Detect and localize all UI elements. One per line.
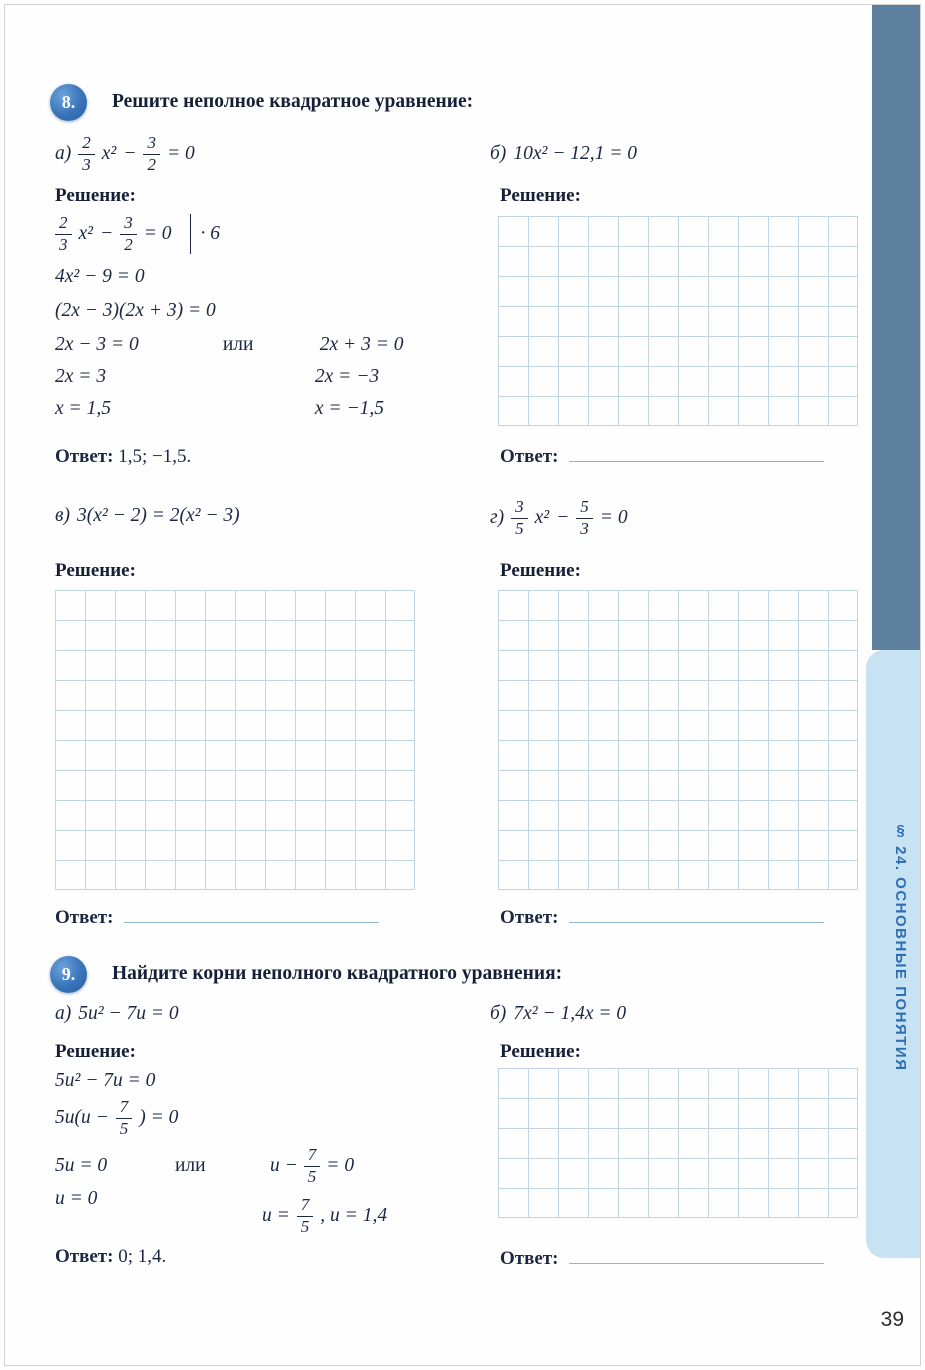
solution-8a-step-4: 2x − 3 = 0 или 2x + 3 = 0 (55, 334, 404, 355)
solution-9a-step-5: u = $\frac{7}{5}$ , u = 1,4 (262, 1195, 388, 1236)
fraction: $\frac{7}{5}$ (297, 1196, 314, 1236)
answer-blank-line (124, 918, 379, 923)
page-number: 39 (880, 1308, 904, 1331)
solution-8a-step-6: x = 1,5 x = −1,5 (55, 398, 384, 419)
task-8-title: Решите неполное квадратное уравнение: (112, 91, 474, 112)
solution-9a-step-2: 5u(u − $\frac{7}{5}$ ) = 0 (55, 1097, 179, 1138)
item-label-8b: б) (490, 143, 507, 164)
or-word: или (222, 334, 254, 355)
answer-9a: Ответ: 0; 1,4. (55, 1246, 167, 1267)
task-9-title: Найдите корни неполного квадратного уравнения: (112, 963, 563, 984)
fraction: $\frac{3}{5}$ (511, 498, 528, 538)
answer-blank-line (569, 457, 824, 462)
solution-8a-step-3: (2x − 3)(2x + 3) = 0 (55, 300, 216, 321)
solution-8a-step-5: 2x = 3 2x = −3 (55, 366, 380, 387)
fraction: $\frac{2}{3}$ (78, 134, 95, 174)
answer-9a-value: 0; 1,4. (118, 1246, 167, 1267)
equation-9b: б) 7x² − 1,4x = 0 (490, 1003, 627, 1024)
or-word: или (175, 1154, 206, 1176)
item-label-8v: в) (55, 505, 70, 526)
equation-8a: а) $\frac{2}{3}$ x² − $\frac{3}{2}$ = 0 (55, 133, 195, 174)
fraction: $\frac{2}{3}$ (55, 214, 72, 254)
solution-grid-8g (498, 590, 858, 890)
equation-8g: г) $\frac{3}{5}$ x² − $\frac{5}{3}$ = 0 (490, 497, 628, 538)
solution-label-8v: Решение: (55, 560, 136, 581)
equation-9a: а) 5u² − 7u = 0 (55, 1003, 179, 1024)
solution-label-8g: Решение: (500, 560, 581, 581)
solution-9a-step-4: u = 0 (55, 1188, 98, 1209)
answer-8a-value: 1,5; −1,5. (118, 446, 192, 467)
answer-8b: Ответ: (500, 446, 824, 468)
answer-blank-line (569, 1259, 824, 1264)
equation-8v: в) 3(x² − 2) = 2(x² − 3) (55, 505, 240, 526)
item-label-8a: а) (55, 142, 72, 164)
solution-label-8b: Решение: (500, 185, 581, 206)
item-label-9a: а) (55, 1003, 72, 1024)
solution-grid-9b (498, 1068, 858, 1218)
solution-label-9b: Решение: (500, 1041, 581, 1062)
answer-blank-line (569, 918, 824, 923)
answer-8g: Ответ: (500, 907, 824, 929)
fraction: $\frac{7}{5}$ (116, 1098, 133, 1138)
multiply-both-sides-note: · 6 (190, 214, 220, 254)
sidebar-strip (872, 5, 920, 650)
solution-grid-8v (55, 590, 415, 890)
equation-8b: б) 10x² − 12,1 = 0 (490, 143, 638, 164)
solution-9a-step-3: 5u = 0 или u − $\frac{7}{5}$ = 0 (55, 1145, 355, 1186)
fraction: $\frac{3}{2}$ (143, 134, 160, 174)
item-label-8g: г) (490, 506, 505, 528)
sidebar-section-title: § 24. ОСНОВНЫЕ ПОНЯТИЯ (892, 822, 909, 1072)
solution-9a-step-1: 5u² − 7u = 0 (55, 1070, 156, 1091)
fraction: $\frac{5}{3}$ (576, 498, 593, 538)
solution-label-9a: Решение: (55, 1041, 136, 1062)
item-label-9b: б) (490, 1003, 507, 1024)
solution-label-8a: Решение: (55, 185, 136, 206)
solution-8a-step-1: $\frac{2}{3}$ x² − $\frac{3}{2}$ = 0 · 6 (55, 214, 220, 254)
solution-8a-step-2: 4x² − 9 = 0 (55, 266, 145, 287)
answer-9b: Ответ: (500, 1248, 824, 1270)
task-8-badge: 8. (50, 84, 87, 121)
answer-8v: Ответ: (55, 907, 379, 929)
solution-grid-8b (498, 216, 858, 426)
task-9-badge: 9. (50, 956, 87, 993)
fraction: $\frac{7}{5}$ (304, 1146, 321, 1186)
fraction: $\frac{3}{2}$ (120, 214, 137, 254)
answer-8a: Ответ: 1,5; −1,5. (55, 446, 192, 467)
